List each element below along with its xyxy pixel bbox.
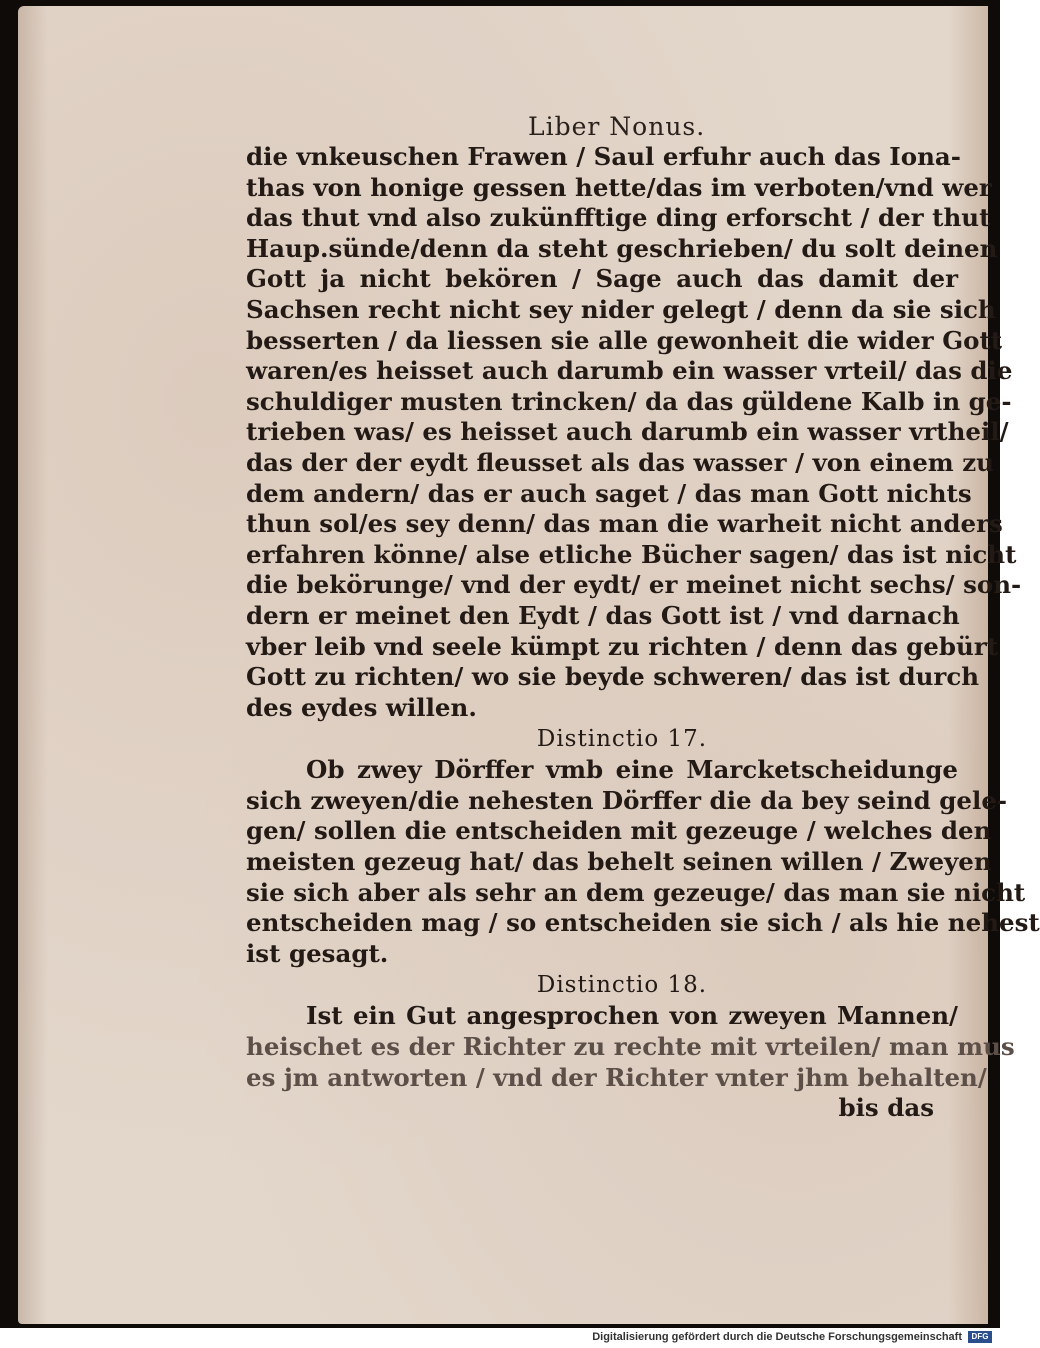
- text-line: thas von honige gessen hette/das im verboten/vnd wer: [246, 172, 992, 202]
- text-line: vber leib vnd seele kümpt zu richten / denn das gebürt: [246, 631, 999, 661]
- text-line: Gott ja nicht bekören / Sage auch das damit der: [246, 264, 958, 294]
- text-line: entscheiden mag / so entscheiden sie sich / als hie nehest: [246, 908, 1040, 938]
- text-line: dem andern/ das er auch saget / das man Gott nichts: [246, 478, 972, 508]
- paragraph-distinctio-18: [246, 1001, 1015, 1093]
- running-head: Liber Nonus.: [528, 112, 706, 141]
- text-line: Ob zwey Dörffer vmb eine Marcketscheidunge: [306, 755, 958, 785]
- funding-credit: Digitalisierung gefördert durch die Deutsche Forschungsgemeinschaft: [592, 1331, 962, 1343]
- text-line: Haup.sünde/denn da steht geschrieben/ du solt deinen: [246, 233, 998, 263]
- text-line: Sachsen recht nicht sey nider gelegt / denn da sie sich: [246, 294, 996, 324]
- catchword: bis das: [838, 1093, 934, 1123]
- heading-distinctio-18: Distinctio 18.: [536, 972, 708, 999]
- text-line: die vnkeuschen Frawen / Saul erfuhr auch das Iona-: [246, 142, 961, 171]
- text-line: erfahren könne/ alse etliche Bücher sagen/ das ist nicht: [246, 539, 1017, 569]
- text-line: die bekörunge/ vnd der eydt/ er meinet nicht sechs/ son-: [246, 570, 1022, 600]
- paragraph-distinctio-17: [246, 755, 1040, 969]
- text-line: das der der eydt fleusset als das wasser / von einem zu: [246, 447, 994, 477]
- text-line: trieben was/ es heisset auch darumb ein wasser vrtheil/: [246, 417, 1009, 447]
- dfg-logo: DFG: [968, 1331, 992, 1343]
- text-line: es jm antworten / vnd der Richter vnter jhm behalten/: [246, 1062, 987, 1092]
- paragraph-distinctio-16-end: [246, 142, 1022, 723]
- text-line: waren/es heisset auch darumb ein wasser vrteil/ das die: [246, 356, 1013, 386]
- text-line: thun sol/es sey denn/ das man die warheit nicht anders: [246, 509, 1003, 539]
- text-line: sie sich aber als sehr an dem gezeuge/ das man sie nicht: [246, 877, 1026, 907]
- text-line: dern er meinet den Eydt / das Gott ist / vnd darnach: [246, 600, 960, 630]
- footer-bar: [0, 1328, 1000, 1348]
- text-line: meisten gezeug hat/ das behelt seinen willen / Zweyen: [246, 847, 992, 877]
- text-line: schuldiger musten trincken/ da das güldene Kalb in ge-: [246, 386, 1012, 416]
- text-line: gen/ sollen die entscheiden mit gezeuge / welches den: [246, 816, 992, 846]
- text-line: ist gesagt.: [246, 938, 389, 968]
- page-text: [246, 142, 1040, 1124]
- text-line: Gott zu richten/ wo sie beyde schweren/ das ist durch: [246, 662, 980, 692]
- text-line: sich zweyen/die nehesten Dörffer die da bey seind gele-: [246, 785, 1008, 815]
- text-line: heischet es der Richter zu rechte mit vrteilen/ man mus: [246, 1032, 1015, 1062]
- text-line: Ist ein Gut angesprochen von zweyen Mannen/: [306, 1001, 958, 1031]
- heading-distinctio-17: Distinctio 17.: [536, 726, 708, 753]
- text-line: des eydes willen.: [246, 692, 477, 722]
- text-line: das thut vnd also zukünfftige ding erforscht / der thut: [246, 203, 991, 233]
- text-line: besserten / da liessen sie alle gewonheit die wider Gott: [246, 325, 1003, 355]
